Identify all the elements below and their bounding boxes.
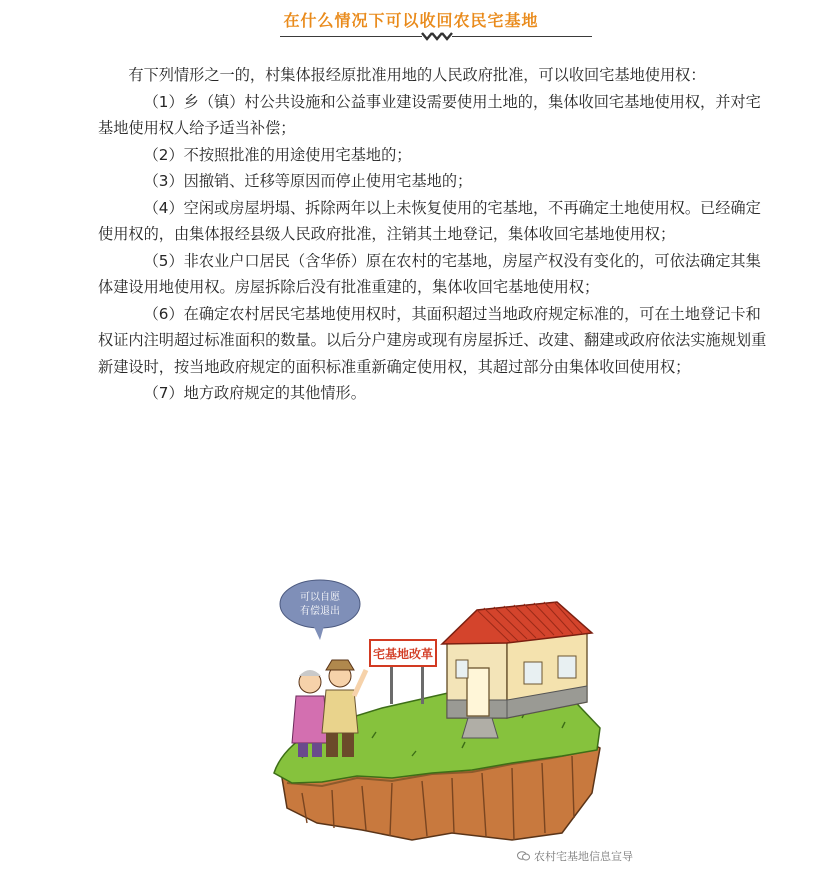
article-title: 在什么情况下可以收回农民宅基地 bbox=[283, 11, 539, 30]
title-divider-right bbox=[452, 36, 592, 37]
sign-text: 宅基地改革 bbox=[372, 647, 434, 661]
speech-bubble-line1: 可以自愿 bbox=[300, 592, 340, 603]
list-item: （1）乡（镇）村公共设施和公益事业建设需要使用土地的，集体收回宅基地使用权，并对宅基地使用权人给予适当补偿； bbox=[98, 92, 761, 137]
article-body bbox=[98, 62, 774, 407]
list-item: （4）空闲或房屋坍塌、拆除两年以上未恢复使用的宅基地，不再确定土地使用权。已经确定使用权的，由集体报经县级人民政府批准，注销其土地登记，集体收回宅基地使用权； bbox=[98, 198, 761, 243]
list-item: （6）在确定农村居民宅基地使用权时，其面积超过当地政府规定标准的，可在土地登记卡和权证内注明超过标准面积的数量。以后分户建房或现有房屋拆迁、改建、翻建或政府依法实施规划重新建设时，按当地政府规定的面积标准重新确定使用权，其超过部分由集体收回使用权； bbox=[98, 304, 767, 376]
wechat-icon bbox=[517, 851, 530, 861]
watermark bbox=[517, 848, 633, 864]
title-divider-left bbox=[280, 36, 422, 37]
chevron-ornament-icon bbox=[420, 30, 456, 42]
list-item: （7）地方政府规定的其他情形。 bbox=[143, 384, 366, 402]
intro-paragraph: 有下列情形之一的，村集体报经原批准用地的人民政府批准，可以收回宅基地使用权： bbox=[128, 66, 706, 84]
watermark-text: 农村宅基地信息宣导 bbox=[534, 850, 633, 863]
homestead-illustration bbox=[262, 578, 606, 848]
list-item: （2）不按照批准的用途使用宅基地的； bbox=[143, 145, 412, 164]
list-item: （3）因撤销、迁移等原因而停止使用宅基地的； bbox=[143, 172, 473, 190]
list-item: （5）非农业户口居民（含华侨）原在农村的宅基地，房屋产权没有变化的，可依法确定其集体建设用地使用权。房屋拆除后没有批准重建的，集体收回宅基地使用权； bbox=[98, 251, 761, 296]
speech-bubble-line2: 有偿退出 bbox=[300, 606, 340, 617]
